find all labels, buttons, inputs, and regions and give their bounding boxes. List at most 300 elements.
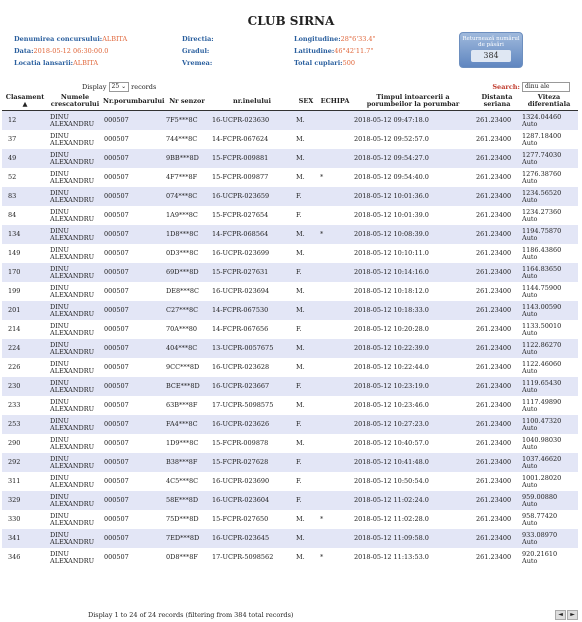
- cell-ring: 17-UCPR-5098562: [210, 548, 294, 567]
- table-row: [2, 434, 578, 453]
- cell-breeder: DINU ALEXANDRU: [48, 396, 102, 415]
- speed-mode: Auto: [522, 404, 538, 413]
- search-input[interactable]: dinu ale: [522, 82, 570, 92]
- cell-loft: 000507: [102, 453, 164, 472]
- cell-rank: 253: [2, 415, 48, 434]
- speed-mode: Auto: [522, 556, 538, 565]
- cell-sex: M.: [294, 225, 318, 244]
- cell-sensor: 1D8***8C: [164, 225, 210, 244]
- speed-mode: Auto: [522, 309, 538, 318]
- cell-team: [318, 339, 352, 358]
- speed-mode: Auto: [522, 537, 538, 546]
- info-date: Data:2018-05-12 06:30:00.0: [14, 47, 109, 55]
- cell-loft: 000507: [102, 282, 164, 301]
- cell-arrival-time: 2018-05-12 10:41:48.0: [352, 453, 474, 472]
- cell-team: [318, 453, 352, 472]
- speed-mode: Auto: [522, 385, 538, 394]
- info-row-3: [14, 59, 464, 71]
- col-header-breeder[interactable]: Numele crescatorului: [48, 92, 102, 111]
- speed-mode: Auto: [522, 461, 538, 470]
- cell-speed: [520, 244, 578, 263]
- cell-ring: 14-FCPR-067624: [210, 130, 294, 149]
- cell-loft: 000507: [102, 168, 164, 187]
- cell-ring: 14-FCPR-067656: [210, 320, 294, 339]
- cell-loft: 000507: [102, 377, 164, 396]
- table-info-footer: Display 1 to 24 of 24 records (filtering from 384 total records): [88, 611, 294, 619]
- cell-sex: M.: [294, 358, 318, 377]
- cell-loft: 000507: [102, 263, 164, 282]
- cell-arrival-time: 2018-05-12 10:22:44.0: [352, 358, 474, 377]
- cell-sensor: 75D***8D: [164, 510, 210, 529]
- cell-ring: 16-UCPR-023690: [210, 472, 294, 491]
- table-row: [2, 320, 578, 339]
- cell-distance: 261.23400: [474, 396, 520, 415]
- cell-ring: 15-FCPR-009878: [210, 434, 294, 453]
- cell-team: *: [318, 510, 352, 529]
- table-row: [2, 339, 578, 358]
- cell-speed: [520, 225, 578, 244]
- speed-value: 1186.43860: [522, 245, 562, 254]
- cell-sex: M.: [294, 168, 318, 187]
- speed-mode: Auto: [522, 423, 538, 432]
- cell-arrival-time: 2018-05-12 10:20:28.0: [352, 320, 474, 339]
- cell-distance: 261.23400: [474, 529, 520, 548]
- speed-value: 1100.47320: [522, 416, 562, 425]
- cell-rank: 170: [2, 263, 48, 282]
- cell-team: [318, 377, 352, 396]
- pagination: [554, 610, 578, 620]
- cell-sex: M.: [294, 396, 318, 415]
- cell-breeder: DINU ALEXANDRU: [48, 187, 102, 206]
- cell-team: [318, 472, 352, 491]
- cell-sensor: 63B***8F: [164, 396, 210, 415]
- cell-loft: 000507: [102, 320, 164, 339]
- info-grade: Gradul:: [182, 47, 210, 55]
- cell-sensor: 4F7***8F: [164, 168, 210, 187]
- cell-ring: 16-UCPR-023630: [210, 111, 294, 131]
- cell-breeder: DINU ALEXANDRU: [48, 472, 102, 491]
- speed-value: 1234.27360: [522, 207, 562, 216]
- cell-sex: F.: [294, 453, 318, 472]
- table-row: [2, 187, 578, 206]
- table-row: [2, 244, 578, 263]
- cell-loft: 000507: [102, 206, 164, 225]
- info-row-1: [14, 35, 464, 47]
- cell-rank: 199: [2, 282, 48, 301]
- cell-loft: 000507: [102, 529, 164, 548]
- cell-team: [318, 529, 352, 548]
- chevron-down-icon: ⌄: [121, 83, 127, 90]
- cell-distance: 261.23400: [474, 491, 520, 510]
- cell-distance: 261.23400: [474, 377, 520, 396]
- cell-speed: [520, 529, 578, 548]
- table-row: [2, 396, 578, 415]
- cell-sex: M.: [294, 510, 318, 529]
- cell-breeder: DINU ALEXANDRU: [48, 491, 102, 510]
- cell-rank: 49: [2, 149, 48, 168]
- cell-speed: [520, 548, 578, 567]
- cell-team: *: [318, 548, 352, 567]
- speed-mode: Auto: [522, 271, 538, 280]
- table-row: [2, 548, 578, 567]
- cell-ring: 15-FCPR-027650: [210, 510, 294, 529]
- cell-rank: 346: [2, 548, 48, 567]
- speed-value: 1277.74030: [522, 150, 562, 159]
- cell-distance: 261.23400: [474, 149, 520, 168]
- speed-value: 1001.28020: [522, 473, 562, 482]
- cell-loft: 000507: [102, 339, 164, 358]
- info-longitude: Longitudine:28°6'33.4": [294, 35, 376, 43]
- cell-ring: 15-FCPR-027654: [210, 206, 294, 225]
- cell-distance: 261.23400: [474, 339, 520, 358]
- records-per-page: Display 25 ⌄ records: [82, 83, 157, 91]
- cell-sensor: DE8***8C: [164, 282, 210, 301]
- cell-ring: 14-FCPR-067530: [210, 301, 294, 320]
- cell-distance: 261.23400: [474, 244, 520, 263]
- cell-ring: 17-UCPR-5098575: [210, 396, 294, 415]
- cell-loft: 000507: [102, 415, 164, 434]
- cell-sex: F.: [294, 415, 318, 434]
- cell-speed: [520, 377, 578, 396]
- cell-arrival-time: 2018-05-12 11:13:53.0: [352, 548, 474, 567]
- cell-arrival-time: 2018-05-12 10:01:39.0: [352, 206, 474, 225]
- cell-ring: 16-UCPR-023628: [210, 358, 294, 377]
- table-row: [2, 225, 578, 244]
- speed-value: 1276.38760: [522, 169, 562, 178]
- speed-value: 1144.75900: [522, 283, 562, 292]
- cell-sex: F.: [294, 263, 318, 282]
- speed-mode: Auto: [522, 328, 538, 337]
- cell-speed: [520, 263, 578, 282]
- cell-team: *: [318, 225, 352, 244]
- cell-sensor: 074***8C: [164, 187, 210, 206]
- cell-team: *: [318, 168, 352, 187]
- info-competition: Denumirea concursului:ALBITA: [14, 35, 128, 43]
- info-release-location: Locatia lansarii:ALBITA: [14, 59, 99, 67]
- cell-distance: 261.23400: [474, 130, 520, 149]
- speed-mode: Auto: [522, 518, 538, 527]
- cell-sensor: B38***8F: [164, 453, 210, 472]
- search-label: Search:: [492, 83, 520, 91]
- page-title: CLUB SIRNA: [247, 14, 335, 28]
- cell-rank: 311: [2, 472, 48, 491]
- cell-loft: 000507: [102, 396, 164, 415]
- cell-speed: [520, 510, 578, 529]
- speed-value: 1287.18400: [522, 131, 562, 140]
- cell-speed: [520, 320, 578, 339]
- table-row: [2, 358, 578, 377]
- cell-ring: 16-UCPR-023659: [210, 187, 294, 206]
- cell-distance: 261.23400: [474, 472, 520, 491]
- cell-breeder: DINU ALEXANDRU: [48, 453, 102, 472]
- cell-breeder: DINU ALEXANDRU: [48, 434, 102, 453]
- cell-sensor: 0D3***8C: [164, 244, 210, 263]
- cell-distance: 261.23400: [474, 434, 520, 453]
- cell-loft: 000507: [102, 225, 164, 244]
- cell-team: [318, 358, 352, 377]
- cell-sex: M.: [294, 111, 318, 131]
- cell-arrival-time: 2018-05-12 10:18:12.0: [352, 282, 474, 301]
- col-header-rank[interactable]: Clasament ▲: [2, 92, 48, 111]
- info-row-2: [14, 47, 464, 59]
- cell-speed: [520, 206, 578, 225]
- speed-mode: Auto: [522, 233, 538, 242]
- cell-speed: [520, 187, 578, 206]
- cell-loft: 000507: [102, 548, 164, 567]
- col-header-team[interactable]: ECHIPA: [318, 92, 352, 111]
- cell-ring: 16-UCPR-023694: [210, 282, 294, 301]
- cell-team: [318, 111, 352, 131]
- table-row: [2, 168, 578, 187]
- cell-sensor: 744***8C: [164, 130, 210, 149]
- cell-ring: 15-FCPR-027628: [210, 453, 294, 472]
- bird-count-value: 384: [471, 50, 511, 62]
- cell-rank: 329: [2, 491, 48, 510]
- cell-distance: 261.23400: [474, 453, 520, 472]
- cell-loft: 000507: [102, 491, 164, 510]
- cell-sensor: 70A***80: [164, 320, 210, 339]
- cell-breeder: DINU ALEXANDRU: [48, 529, 102, 548]
- cell-sensor: 1D9***8C: [164, 434, 210, 453]
- col-header-sensor[interactable]: Nr senzor: [164, 92, 210, 111]
- cell-team: [318, 320, 352, 339]
- cell-arrival-time: 2018-05-12 10:01:36.0: [352, 187, 474, 206]
- cell-arrival-time: 2018-05-12 11:02:28.0: [352, 510, 474, 529]
- cell-breeder: DINU ALEXANDRU: [48, 130, 102, 149]
- cell-rank: 233: [2, 396, 48, 415]
- cell-breeder: DINU ALEXANDRU: [48, 149, 102, 168]
- table-row: [2, 415, 578, 434]
- speed-mode: Auto: [522, 366, 538, 375]
- cell-team: [318, 282, 352, 301]
- results-table: [2, 92, 578, 567]
- speed-value: 1040.98030: [522, 435, 562, 444]
- speed-value: 1122.86270: [522, 340, 562, 349]
- cell-arrival-time: 2018-05-12 11:02:24.0: [352, 491, 474, 510]
- cell-distance: 261.23400: [474, 510, 520, 529]
- cell-speed: [520, 396, 578, 415]
- cell-speed: [520, 491, 578, 510]
- cell-arrival-time: 2018-05-12 11:09:58.0: [352, 529, 474, 548]
- table-row: [2, 282, 578, 301]
- cell-sex: F.: [294, 377, 318, 396]
- cell-distance: 261.23400: [474, 225, 520, 244]
- cell-speed: [520, 301, 578, 320]
- cell-team: [318, 263, 352, 282]
- cell-loft: 000507: [102, 244, 164, 263]
- cell-team: [318, 187, 352, 206]
- table-body: [2, 111, 578, 568]
- cell-rank: 226: [2, 358, 48, 377]
- cell-distance: 261.23400: [474, 548, 520, 567]
- cell-loft: 000507: [102, 510, 164, 529]
- cell-team: [318, 206, 352, 225]
- cell-sex: M.: [294, 434, 318, 453]
- info-latitude: Latitudine:46°42'11.7": [294, 47, 374, 55]
- search-box: [492, 82, 570, 92]
- cell-breeder: DINU ALEXANDRU: [48, 548, 102, 567]
- cell-breeder: DINU ALEXANDRU: [48, 206, 102, 225]
- cell-arrival-time: 2018-05-12 10:50:54.0: [352, 472, 474, 491]
- cell-arrival-time: 2018-05-12 10:27:23.0: [352, 415, 474, 434]
- cell-arrival-time: 2018-05-12 09:54:27.0: [352, 149, 474, 168]
- cell-loft: 000507: [102, 111, 164, 131]
- col-header-distance[interactable]: Distanta seriana: [474, 92, 520, 111]
- cell-team: [318, 149, 352, 168]
- cell-rank: 149: [2, 244, 48, 263]
- table-header-row: [2, 92, 578, 111]
- cell-breeder: DINU ALEXANDRU: [48, 301, 102, 320]
- cell-breeder: DINU ALEXANDRU: [48, 111, 102, 131]
- cell-sex: F.: [294, 320, 318, 339]
- cell-sensor: 4C5***8C: [164, 472, 210, 491]
- speed-mode: Auto: [522, 138, 538, 147]
- speed-value: 1324.04460: [522, 112, 562, 121]
- cell-ring: 13-UCPR-0057675: [210, 339, 294, 358]
- cell-sensor: 7F5***8C: [164, 111, 210, 131]
- col-header-sex[interactable]: SEX: [294, 92, 318, 111]
- cell-speed: [520, 149, 578, 168]
- cell-sex: F.: [294, 206, 318, 225]
- col-header-loft[interactable]: Nr.porumbarului: [102, 92, 164, 111]
- cell-rank: 330: [2, 510, 48, 529]
- cell-rank: 224: [2, 339, 48, 358]
- speed-mode: Auto: [522, 214, 538, 223]
- speed-mode: Auto: [522, 442, 538, 451]
- cell-sex: M.: [294, 130, 318, 149]
- cell-sex: M.: [294, 339, 318, 358]
- cell-arrival-time: 2018-05-12 10:40:57.0: [352, 434, 474, 453]
- cell-breeder: DINU ALEXANDRU: [48, 225, 102, 244]
- cell-speed: [520, 358, 578, 377]
- table-row: [2, 453, 578, 472]
- prev-page-button[interactable]: ◄: [555, 610, 566, 620]
- cell-breeder: DINU ALEXANDRU: [48, 168, 102, 187]
- table-row: [2, 529, 578, 548]
- cell-speed: [520, 111, 578, 131]
- cell-sex: M.: [294, 548, 318, 567]
- table-row: [2, 377, 578, 396]
- cell-loft: 000507: [102, 358, 164, 377]
- speed-value: 958.77420: [522, 511, 558, 520]
- cell-breeder: DINU ALEXANDRU: [48, 339, 102, 358]
- cell-arrival-time: 2018-05-12 09:54:40.0: [352, 168, 474, 187]
- cell-speed: [520, 472, 578, 491]
- speed-mode: Auto: [522, 176, 538, 185]
- speed-mode: Auto: [522, 347, 538, 356]
- sort-asc-icon: ▲: [22, 100, 28, 108]
- cell-breeder: DINU ALEXANDRU: [48, 510, 102, 529]
- cell-sex: M.: [294, 149, 318, 168]
- cell-ring: 16-UCPR-023626: [210, 415, 294, 434]
- cell-rank: 12: [2, 111, 48, 131]
- speed-mode: Auto: [522, 119, 538, 128]
- cell-rank: 341: [2, 529, 48, 548]
- cell-rank: 52: [2, 168, 48, 187]
- cell-breeder: DINU ALEXANDRU: [48, 377, 102, 396]
- cell-rank: 83: [2, 187, 48, 206]
- speed-mode: Auto: [522, 480, 538, 489]
- cell-arrival-time: 2018-05-12 10:08:39.0: [352, 225, 474, 244]
- cell-breeder: DINU ALEXANDRU: [48, 358, 102, 377]
- cell-sex: F.: [294, 187, 318, 206]
- cell-speed: [520, 339, 578, 358]
- cell-distance: 261.23400: [474, 282, 520, 301]
- speed-value: 1143.00590: [522, 302, 562, 311]
- cell-distance: 261.23400: [474, 263, 520, 282]
- cell-sex: F.: [294, 491, 318, 510]
- cell-ring: 16-UCPR-023604: [210, 491, 294, 510]
- next-page-button[interactable]: ►: [567, 610, 578, 620]
- cell-loft: 000507: [102, 301, 164, 320]
- cell-team: [318, 396, 352, 415]
- cell-arrival-time: 2018-05-12 10:23:46.0: [352, 396, 474, 415]
- cell-distance: 261.23400: [474, 187, 520, 206]
- cell-breeder: DINU ALEXANDRU: [48, 320, 102, 339]
- cell-team: [318, 491, 352, 510]
- table-controls: [0, 82, 582, 92]
- speed-value: 959.00880: [522, 492, 558, 501]
- col-header-arrival-time[interactable]: Timpul intoarcerii a porumbeilor la porumbar: [352, 92, 474, 111]
- cell-ring: 16-UCPR-023699: [210, 244, 294, 263]
- cell-sex: M.: [294, 282, 318, 301]
- cell-speed: [520, 434, 578, 453]
- speed-mode: Auto: [522, 195, 538, 204]
- speed-value: 1234.56520: [522, 188, 562, 197]
- cell-breeder: DINU ALEXANDRU: [48, 263, 102, 282]
- col-header-speed[interactable]: Viteza diferentiala: [520, 92, 578, 111]
- bird-count-label: Returnează numărul de păsări: [462, 36, 520, 48]
- cell-arrival-time: 2018-05-12 10:22:39.0: [352, 339, 474, 358]
- records-per-page-select[interactable]: 25 ⌄: [109, 82, 130, 92]
- speed-value: 1133.50010: [522, 321, 562, 330]
- speed-mode: Auto: [522, 252, 538, 261]
- cell-ring: 16-UCPR-023667: [210, 377, 294, 396]
- cell-speed: [520, 282, 578, 301]
- speed-value: 1122.46060: [522, 359, 562, 368]
- cell-team: [318, 130, 352, 149]
- cell-ring: 14-FCPR-068564: [210, 225, 294, 244]
- cell-arrival-time: 2018-05-12 09:52:57.0: [352, 130, 474, 149]
- cell-sensor: 9CC***8D: [164, 358, 210, 377]
- col-header-ring[interactable]: nr.inelului: [210, 92, 294, 111]
- speed-value: 920.21610: [522, 549, 558, 558]
- cell-team: [318, 244, 352, 263]
- cell-sensor: BCE***8D: [164, 377, 210, 396]
- cell-breeder: DINU ALEXANDRU: [48, 282, 102, 301]
- cell-arrival-time: 2018-05-12 10:18:33.0: [352, 301, 474, 320]
- cell-arrival-time: 2018-05-12 10:10:11.0: [352, 244, 474, 263]
- table-row: [2, 510, 578, 529]
- race-info: [14, 35, 464, 71]
- cell-ring: 16-UCPR-023645: [210, 529, 294, 548]
- cell-rank: 84: [2, 206, 48, 225]
- info-weather: Vremea:: [182, 59, 213, 67]
- cell-sensor: FA4***8C: [164, 415, 210, 434]
- table-row: [2, 206, 578, 225]
- cell-distance: 261.23400: [474, 206, 520, 225]
- cell-breeder: DINU ALEXANDRU: [48, 415, 102, 434]
- cell-rank: 37: [2, 130, 48, 149]
- table-row: [2, 472, 578, 491]
- cell-sensor: 58E***8D: [164, 491, 210, 510]
- cell-distance: 261.23400: [474, 320, 520, 339]
- table-row: [2, 149, 578, 168]
- cell-distance: 261.23400: [474, 358, 520, 377]
- cell-speed: [520, 415, 578, 434]
- speed-value: 1037.46620: [522, 454, 562, 463]
- cell-team: [318, 415, 352, 434]
